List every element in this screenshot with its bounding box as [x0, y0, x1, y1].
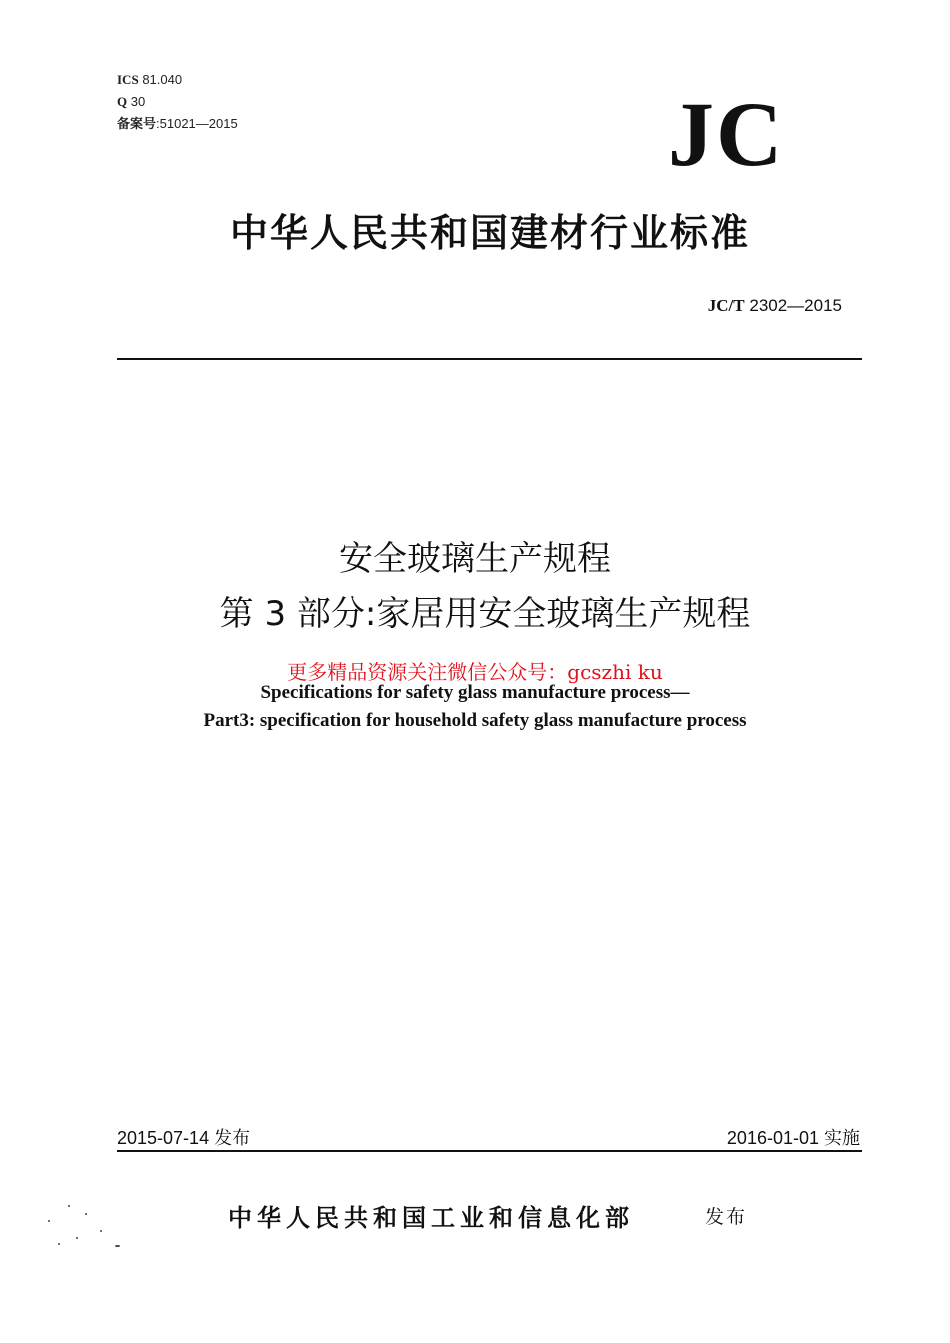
publisher-suffix: 发布 — [705, 1206, 748, 1228]
publisher-name: 中华人民共和国工业和信息化部 — [228, 1203, 634, 1232]
footer-divider — [117, 1150, 862, 1152]
ics-value: 81.040 — [142, 72, 183, 87]
issue-date: 2015-07-14 发布 — [117, 1128, 251, 1148]
classification-code — [117, 94, 145, 110]
record-number — [117, 116, 238, 132]
scan-specks — [40, 1195, 130, 1255]
ics-label: ICS — [117, 72, 139, 87]
header-divider — [117, 358, 862, 360]
promo-watermark: 更多精品资源关注微信公众号：gcszhi ku — [287, 660, 663, 684]
standard-title: 中华人民共和国建材行业标准 — [229, 210, 750, 255]
document-title-line2: 第 3 部分:家居用安全玻璃生产规程 — [219, 594, 751, 634]
effective-date: 2016-01-01 实施 — [726, 1128, 860, 1148]
standard-code-number: 2302—2015 — [749, 296, 842, 315]
record-label: 备案号 — [117, 116, 157, 131]
english-title-line1: Specifications for safety glass manufacture process— — [260, 682, 690, 703]
class-label: Q — [117, 94, 128, 109]
record-value: :51021—2015 — [156, 116, 238, 131]
class-value: 30 — [130, 94, 146, 109]
document-title-line1: 安全玻璃生产规程 — [339, 539, 611, 579]
standard-number — [708, 296, 842, 316]
standard-code-prefix: JC/T — [707, 296, 745, 315]
english-title-line2: Part3: specification for household safety glass manufacture process — [203, 710, 747, 731]
jc-logo: JC — [668, 83, 785, 185]
ics-code — [117, 72, 182, 88]
